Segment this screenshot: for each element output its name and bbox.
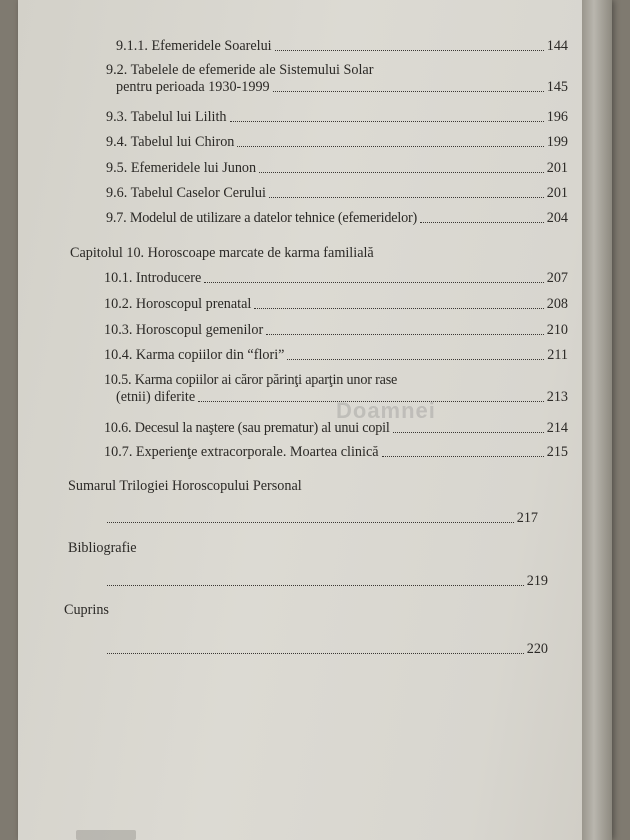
toc-entry-9-2 xyxy=(106,62,568,96)
toc-entry-10-7 xyxy=(104,444,568,461)
toc-entry-title-line1: 9.2. Tabelele de efemeride ale Sistemului Solar xyxy=(106,62,374,78)
toc-leader-dots xyxy=(275,50,544,51)
toc-page-number: 210 xyxy=(546,322,568,338)
toc-section-sumar-title: Sumarul Trilogiei Horoscopului Personal xyxy=(68,478,302,494)
toc-entry-title: 10.2. Horoscopul prenatal xyxy=(104,296,252,312)
toc-entry-title-line1: 10.5. Karma copiilor ai căror părinţi aparţin unor rase xyxy=(104,372,398,388)
toc-leader-dots xyxy=(107,653,524,654)
toc-section-bibliografie-title: Bibliografie xyxy=(68,540,137,556)
toc-page-number: 201 xyxy=(546,160,568,176)
toc-section-sumar-line xyxy=(104,510,538,527)
toc-page-number: 144 xyxy=(546,38,568,54)
toc-section-bibliografie-line xyxy=(104,573,548,590)
toc-page-number: 211 xyxy=(547,347,568,363)
toc-leader-dots xyxy=(107,585,524,586)
toc-entry-title: 9.4. Tabelul lui Chiron xyxy=(106,134,235,150)
toc-leader-dots xyxy=(204,282,543,283)
toc-entry-9-1-1 xyxy=(116,38,568,55)
chapter-heading-10: Capitolul 10. Horoscoape marcate de karma familială xyxy=(70,245,374,261)
toc-entry-title: 9.3. Tabelul lui Lilith xyxy=(106,109,227,125)
toc-page-number: 214 xyxy=(546,420,568,436)
toc-leader-dots xyxy=(393,432,544,433)
toc-page-number: 199 xyxy=(546,134,568,150)
toc-entry-title: 10.1. Introducere xyxy=(104,270,202,286)
toc-entry-title: 10.3. Horoscopul gemenilor xyxy=(104,322,264,338)
toc-page-number: 208 xyxy=(546,296,568,312)
toc-leader-dots xyxy=(254,308,543,309)
toc-entry-10-2 xyxy=(104,296,568,313)
toc-page-number: 219 xyxy=(526,573,548,589)
toc-entry-title-line2: pentru perioada 1930-1999 xyxy=(116,79,270,95)
toc-leader-dots xyxy=(259,172,544,173)
toc-page-number: 217 xyxy=(516,510,538,526)
toc-page-number: 220 xyxy=(526,641,548,657)
toc-page-number: 207 xyxy=(546,270,568,286)
toc-entry-title: 9.1.1. Efemeridele Soarelui xyxy=(116,38,272,54)
toc-entry-10-4 xyxy=(104,347,568,364)
toc-page-number: 145 xyxy=(546,79,568,95)
toc-entry-title: 10.4. Karma copiilor din “flori” xyxy=(104,347,285,363)
toc-page-number: 201 xyxy=(546,185,568,201)
toc-leader-dots xyxy=(237,146,543,147)
toc-page-number: 213 xyxy=(546,389,568,405)
toc-leader-dots xyxy=(273,91,544,92)
toc-entry-title: 10.7. Experienţe extracorporale. Moartea clinică xyxy=(104,444,379,460)
toc-entry-title: 9.6. Tabelul Caselor Cerului xyxy=(106,185,266,201)
toc-page-number: 204 xyxy=(546,210,568,226)
toc-entry-title: 9.7. Modelul de utilizare a datelor tehnice (efemeridelor) xyxy=(106,210,418,226)
page-number-smudge xyxy=(76,830,136,840)
toc-leader-dots xyxy=(287,359,544,360)
toc-leader-dots xyxy=(420,222,544,223)
toc-page-number: 196 xyxy=(546,109,568,125)
toc-entry-10-3 xyxy=(104,322,568,339)
watermark-text: Doamnei xyxy=(336,398,436,423)
toc-entry-title-line2: (etnii) diferite xyxy=(116,389,196,405)
toc-leader-dots xyxy=(269,197,544,198)
toc-leader-dots xyxy=(107,522,514,523)
page-edge xyxy=(582,0,612,840)
toc-section-cuprins-title: Cuprins xyxy=(64,602,109,618)
toc-entry-9-3 xyxy=(106,109,568,126)
toc-entry-9-6 xyxy=(106,185,568,202)
toc-leader-dots xyxy=(382,456,544,457)
toc-entry-9-4 xyxy=(106,134,568,151)
toc-entry-title: 9.5. Efemeridele lui Junon xyxy=(106,160,257,176)
toc-entry-10-1 xyxy=(104,270,568,287)
toc-entry-9-5 xyxy=(106,160,568,177)
toc-entry-9-7 xyxy=(106,210,568,227)
book-page xyxy=(18,0,612,840)
toc-page-number: 215 xyxy=(546,444,568,460)
toc-leader-dots xyxy=(230,121,544,122)
toc-leader-dots xyxy=(266,334,544,335)
toc-section-cuprins-line xyxy=(104,641,548,658)
toc-entry-title: 10.6. Decesul la naştere (sau prematur) al unui copil xyxy=(104,420,390,436)
